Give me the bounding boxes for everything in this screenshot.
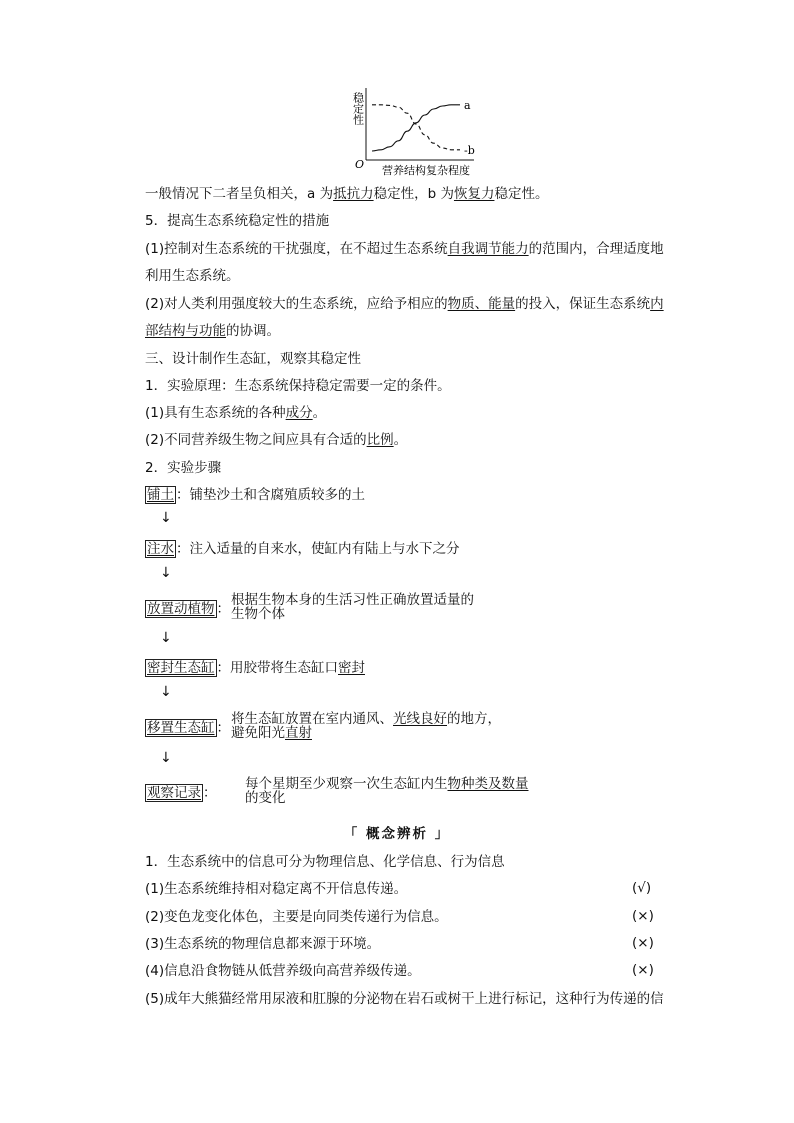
down-arrow-icon: ↓	[160, 684, 172, 700]
step-relocate-desc	[231, 712, 501, 740]
colon: ：	[216, 720, 230, 736]
text-segment: (1)具有生态系统的各种	[145, 405, 286, 421]
principle-2	[145, 431, 407, 449]
measure-2-line1	[145, 295, 664, 313]
step-label: 铺土	[147, 487, 174, 503]
step-place-organisms	[145, 600, 230, 618]
down-arrow-icon: ↓	[160, 565, 172, 581]
down-arrow-icon: ↓	[160, 750, 172, 766]
text-segment: 一般情况下二者呈负相关，a 为	[145, 186, 334, 202]
text-segment: 避免阳光	[231, 725, 285, 741]
answer-resistance: 抵抗力	[333, 186, 374, 202]
text-segment: 的协调。	[226, 323, 280, 339]
text-segment: (1)控制对生态系统的干扰强度，在不超过生态系统	[145, 241, 448, 257]
step-add-water	[145, 540, 460, 558]
step-observe-desc	[245, 777, 529, 805]
step-observe	[145, 784, 217, 802]
answer-components: 成分	[285, 405, 313, 421]
question-item: (3)生态系统的物理信息都来源于环境。	[145, 936, 381, 952]
answer-direct: 直射	[285, 725, 312, 741]
step-desc: ：用胶带将生态缸口	[216, 660, 338, 676]
step-place-organisms-desc	[231, 593, 474, 621]
step-desc-line: 根据生物本身的生活习性正确放置适量的	[231, 592, 474, 608]
answer-ratio: 比例	[366, 432, 394, 448]
answer-mark: (×)	[632, 962, 654, 978]
step-desc: ：铺垫沙土和含腐殖质较多的土	[176, 487, 365, 503]
step-label: 观察记录	[147, 785, 201, 801]
concept-heading: 「 概念辨析 」	[343, 826, 451, 842]
step-label: 放置动植物	[147, 601, 215, 617]
experiment-steps-title: 2．实验步骤	[145, 460, 222, 476]
stability-relation-text	[145, 185, 548, 203]
down-arrow-icon: ↓	[160, 630, 172, 646]
text-segment: 每个星期至少观察一次生态缸内生	[245, 776, 448, 792]
down-arrow-icon: ↓	[160, 510, 172, 526]
series-b-line	[372, 105, 460, 150]
text-segment: 稳定性，b 为	[373, 186, 454, 202]
y-axis-label: 稳定性	[351, 92, 365, 125]
text-segment: 将生态缸放置在室内通风、	[231, 711, 393, 727]
answer-mark: (√)	[632, 880, 652, 896]
text-segment: 的投入，保证生态系统	[515, 296, 651, 312]
text-segment: 。	[393, 432, 408, 448]
series-a-line	[372, 105, 460, 151]
step-label: 移置生态缸	[147, 720, 215, 736]
answer-resilience: 恢复力	[453, 186, 495, 202]
answer-good-light: 光线良好	[393, 711, 447, 727]
step-seal	[145, 659, 365, 677]
principle-1	[145, 404, 326, 422]
x-axis-label: 营养结构复杂程度	[382, 164, 470, 177]
experiment-principle: 1．实验原理：生态系统保持稳定需要一定的条件。	[145, 378, 451, 394]
question-item: (1)生态系统维持相对稳定离不开信息传递。	[145, 881, 408, 897]
series-b-label: -b	[464, 143, 475, 157]
colon: ：	[216, 601, 230, 617]
question-item: (2)变色龙变化体色，主要是向同类传递行为信息。	[145, 909, 448, 925]
colon: ：	[203, 785, 217, 801]
answer-seal: 密封	[338, 660, 365, 676]
step-lay-soil	[145, 486, 365, 504]
question-item: (4)信息沿食物链从低营养级向高营养级传递。	[145, 963, 421, 979]
step-label: 密封生态缸	[147, 660, 215, 676]
measure-1-line1	[145, 240, 664, 258]
measure-1-line2: 利用生态系统。	[145, 268, 240, 284]
step-desc: ：注入适量的自来水，使缸内有陆上与水下之分	[176, 541, 460, 557]
question-item: (5)成年大熊猫经常用尿液和肛腺的分泌物在岩石或树干上进行标记，这种行为传递的信	[145, 991, 664, 1007]
question-title: 1．生态系统中的信息可分为物理信息、化学信息、行为信息	[145, 854, 505, 870]
section-3-title: 三、设计制作生态缸，观察其稳定性	[145, 351, 361, 367]
text-segment: 的地方，	[447, 711, 501, 727]
text-segment: 的范围内，合理适度地	[528, 241, 664, 257]
answer-species-quantity: 物种类及数量	[447, 776, 529, 792]
answer-matter-energy: 物质、能量	[447, 296, 516, 312]
measure-2-line2	[145, 322, 280, 340]
answer-self-regulation: 自我调节能力	[447, 241, 529, 257]
step-label: 注水	[147, 541, 174, 557]
step-desc-line: 生物个体	[231, 606, 285, 622]
text-segment: 稳定性。	[494, 186, 549, 202]
answer-mark: (×)	[632, 935, 654, 951]
stability-chart	[0, 0, 794, 185]
answer-structure-function: 部结构与功能	[145, 323, 226, 339]
step-relocate	[145, 719, 230, 737]
section-5-title: 5．提高生态系统稳定性的措施	[145, 213, 330, 229]
answer-mark: (×)	[632, 908, 654, 924]
answer-structure-start: 内	[650, 296, 664, 312]
origin-label: O	[355, 158, 365, 171]
step-desc-line: 的变化	[245, 790, 286, 806]
text-segment: 。	[312, 405, 327, 421]
text-segment: (2)对人类利用强度较大的生态系统，应给予相应的	[145, 296, 448, 312]
series-a-label: a	[464, 98, 471, 112]
text-segment: (2)不同营养级生物之间应具有合适的	[145, 432, 367, 448]
